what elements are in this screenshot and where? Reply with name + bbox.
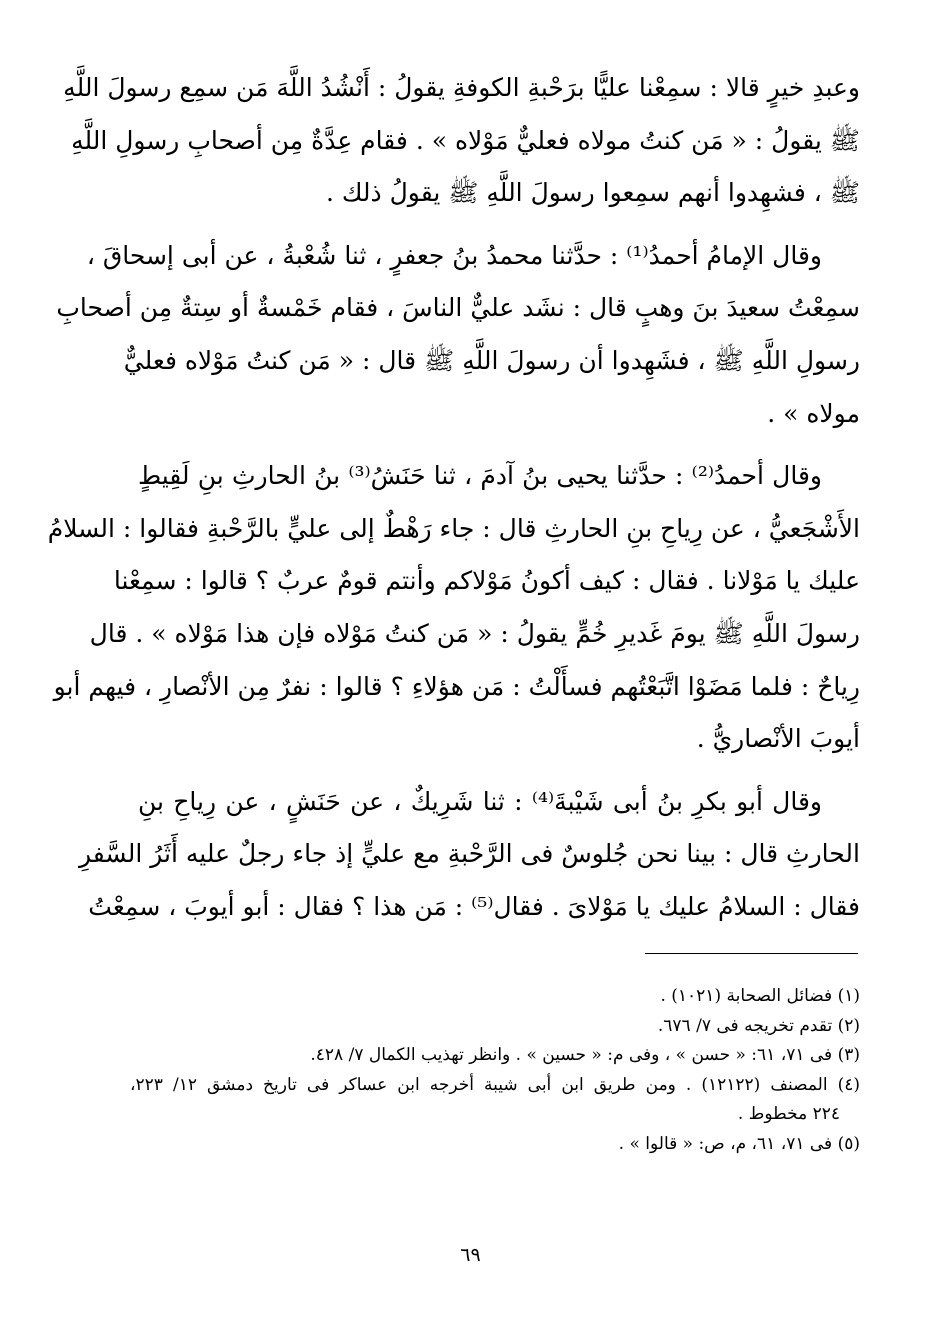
- text-line: وقال أحمدُ⁽²⁾ : حدَّثنا يحيى بنُ آدمَ ، ثنا حَنَشُ⁽³⁾ بنُ الحارثِ بنِ لَقِيطٍ: [138, 461, 822, 491]
- text-line: أيوبَ الأنْصاريُّ .: [696, 724, 860, 754]
- text-line: فقال : السلامُ عليك يا مَوْلاىَ . فقال⁽⁵⁾ : مَن هذا ؟ فقال : أبو أيوبَ ، سمِعْتُ: [88, 891, 860, 921]
- footnotes: [130, 982, 860, 1159]
- text-line: عليك يا مَوْلانا . فقال : كيف أكونُ مَوْلاكم وأنتم قومٌ عربٌ ؟ قالوا : سمِعْنا: [113, 566, 860, 596]
- text-line: رسولَ اللَّهِ ﷺ يومَ غَديرِ خُمٍّ يقولُ : « مَن كنتُ مَوْلاه فإن هذا مَوْلاه » . قال: [89, 618, 860, 648]
- paragraph: [56, 230, 860, 440]
- text-line: رسولِ اللَّهِ ﷺ ، فشَهِدوا أن رسولَ اللَّهِ ﷺ قال : « مَن كنتُ مَوْلاه فعليٌّ: [123, 345, 860, 375]
- footnote: (١) فضائل الصحابة (١٠٢١) .: [660, 986, 860, 1006]
- text-line: وقال الإمامُ أحمدُ⁽¹⁾ : حدَّثنا محمدُ بنُ جعفرٍ ، ثنا شُعْبةُ ، عن أبى إسحاقَ ،: [86, 240, 822, 270]
- text-line: سمِعْتُ سعيدَ بنَ وهبٍ قال : نشَد عليٌّ الناسَ ، فقام خَمْسةٌ أو سِتةٌ مِن أصحابِ: [56, 293, 860, 323]
- text-line: وعبدِ خيرٍ قالا : سمِعْنا عليًّا برَحْبةِ الكوفةِ يقولُ : أَنْشُدُ اللَّهَ مَن سمِع رسولَ اللَّهِ: [63, 73, 860, 102]
- footnote: (٤) المصنف (١٢١٢٢) . ومن طريق ابن أبى شيبة أخرجه ابن عساكر فى تاريخ دمشق ١٢/ ٢٢٣،: [130, 1074, 861, 1095]
- page-number: ٦٩: [460, 1244, 481, 1266]
- footnote-continuation: ٢٢٤ مخطوط .: [737, 1104, 840, 1124]
- paragraph: [78, 776, 860, 934]
- footnote: (٢) تقدم تخريجه فى ٧/ ٦٧٦.: [657, 1015, 860, 1036]
- paragraph: [47, 450, 860, 766]
- text-line: الأَشْجَعيُّ ، عن رِياحِ بنِ الحارثِ قال : جاء رَهْطٌ إلى عليٍّ بالرَّحْبةِ فقالوا : السلامُ: [47, 513, 860, 543]
- text-line: الحارثِ قال : بينا نحن جُلوسٌ فى الرَّحْبةِ مع عليٍّ إذ جاء رجلٌ عليه أَثَرُ السَّفرِ: [78, 839, 860, 869]
- main-text: [47, 62, 860, 934]
- footnote: (٣) فى ٧١، ٦١: « حسن » ، وفى م: « حسين » . وانظر تهذيب الكمال ٧/ ٤٢٨.: [310, 1045, 860, 1065]
- paragraph: [63, 62, 860, 220]
- text-line: ﷺ ، فشهِدوا أنهم سمِعوا رسولَ اللَّهِ ﷺ يقولُ ذلك .: [325, 178, 860, 208]
- text-line: ﷺ يقولُ : « مَن كنتُ مولاه فعليٌّ مَوْلاه » . فقام عِدَّةٌ مِن أصحابِ رسولِ اللَّهِ: [71, 125, 860, 155]
- text-line: وقال أبو بكرِ بنُ أبى شَيْبةَ⁽⁴⁾ : ثنا شَرِيكٌ ، عن حَنَشٍ ، عن رِياحِ بنِ: [138, 786, 822, 816]
- footnote-divider: [645, 953, 858, 954]
- text-line: رِياحٌ : فلما مَضَوْا اتَّبَعْتُهم فسأَلْتُ : مَن هؤلاءِ ؟ قالوا : نفرٌ مِن الأنْصارِ ، فيهم أبو: [53, 671, 860, 701]
- footnote: (٥) فى ٧١، ٦١، م، ص: « قالوا » .: [618, 1133, 860, 1154]
- text-line: مولاه » .: [767, 398, 860, 428]
